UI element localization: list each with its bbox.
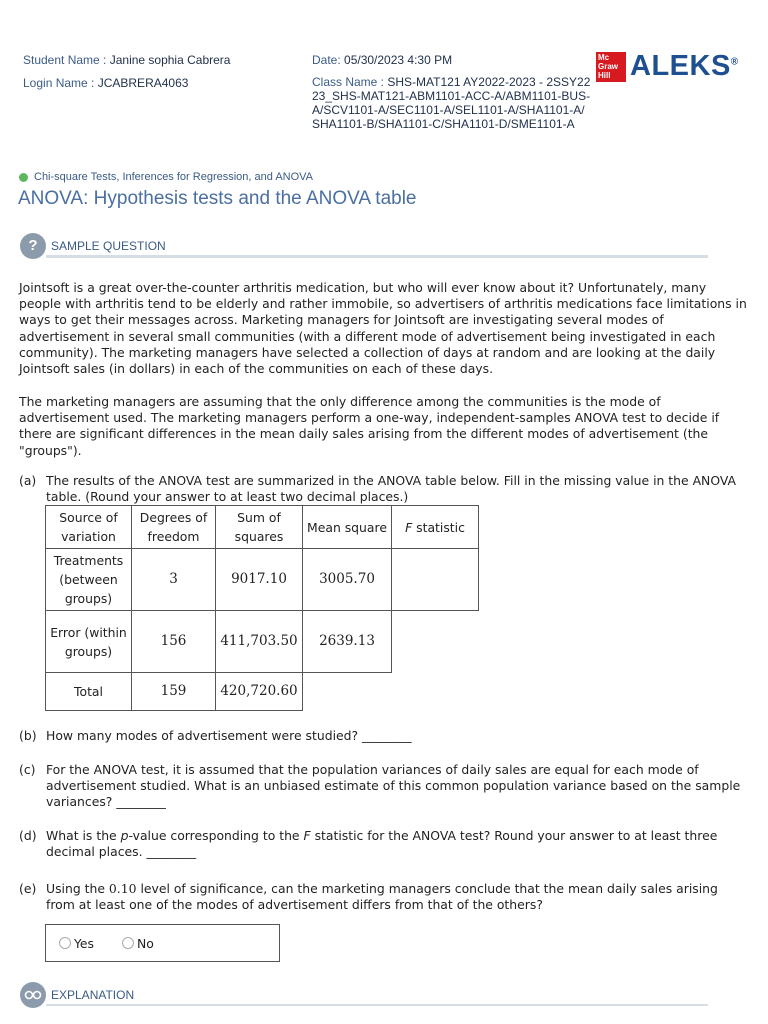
yes-label: Yes (74, 935, 95, 951)
problem-paragraph-2: The marketing managers are assuming that the only difference among the communities is the mode of advertisement used. The marketing managers perform a one-way, independent-samples ANOVA test to decide if there are significant differences in the mean daily sales arising from the different modes of advertisement (the "groups"). (19, 394, 720, 458)
aleks-logo (596, 50, 739, 83)
row-total-df: 159 (132, 673, 216, 711)
section-divider (46, 1004, 708, 1006)
class-name (312, 75, 592, 131)
aleks-wordmark (630, 50, 739, 83)
topic-status-dot-icon (19, 173, 28, 182)
problem-paragraph-1: Jointsoft is a great over-the-counter arthritis medication, but who will ever know about it? Unfortunately, many people with arthritis tend to be elderly and rather immobile, so advertisers of arthritis medications face limitations in ways to get their messages across. Marketing managers for Jointsoft are investigating several modes of advertisement in several small communities (with a different mode of advertisement being investigated in each community). The marketing managers have selected a collection of days at random and are looking at the daily Jointsoft sales (in dollars) in each of the communities on each of these days. (19, 280, 747, 377)
login-name-value: JCABRERA4063 (97, 76, 189, 90)
class-name-label: Class Name : (312, 75, 388, 89)
p-symbol: p (120, 828, 129, 843)
row-total-source: Total (46, 673, 132, 711)
part-e (19, 881, 749, 913)
student-name-value: Janine sophia Cabrera (109, 53, 231, 67)
row-total-ss: 420,720.60 (216, 673, 303, 711)
part-b (19, 728, 749, 744)
header-f (392, 506, 479, 549)
topic-breadcrumb (19, 171, 313, 183)
row-error-ms: 2639.13 (303, 611, 392, 673)
part-d (19, 828, 749, 860)
row-treatments-source: Treatments (between groups) (46, 549, 132, 611)
logo-line-2: Graw (598, 61, 619, 71)
yes-radio[interactable] (59, 937, 71, 949)
header-f-italic: F (405, 519, 413, 535)
topic-text: Chi-square Tests, Inferences for Regression, and ANOVA (34, 171, 314, 183)
f-statistic-answer-cell[interactable] (392, 549, 479, 611)
student-name-label: Student Name : (23, 53, 110, 67)
section-divider (46, 255, 708, 258)
header-ss: Sum of squares (216, 506, 303, 549)
part-b-text: How many modes of advertisement were studied? ________ (46, 728, 412, 743)
date-label: Date: (312, 53, 345, 67)
anova-table (45, 505, 479, 711)
part-d-post: statistic for the ANOVA test? Round your answer to at least three decimal places. ________ (46, 828, 718, 860)
date-value: 05/30/2023 4:30 PM (344, 53, 453, 67)
table-row (46, 611, 479, 673)
registered-mark: ® (730, 56, 739, 68)
part-a-text: The results of the ANOVA test are summarized in the ANOVA table below. Fill in the missing value in the ANOVA table. (Round your answer to at least two decimal places.) (46, 473, 737, 505)
significance-level: 0.10 (108, 881, 137, 896)
sample-question-label: SAMPLE QUESTION (51, 239, 166, 253)
yes-option[interactable] (59, 936, 94, 951)
explanation-label: EXPLANATION (51, 988, 135, 1002)
no-option[interactable] (122, 936, 154, 951)
f-symbol: F (303, 828, 311, 843)
aleks-text: ALEKS (630, 50, 731, 82)
logo-line-1: Mc (598, 52, 610, 62)
glasses-icon (20, 982, 46, 1008)
row-treatments-ms: 3005.70 (303, 549, 392, 611)
login-name (23, 76, 188, 90)
page-title: ANOVA: Hypothesis tests and the ANOVA table (18, 188, 417, 209)
header-f-rest: statistic (412, 519, 465, 535)
row-treatments-df: 3 (132, 549, 216, 611)
table-header-row (46, 506, 479, 549)
empty-cell (392, 673, 479, 711)
part-c-text: For the ANOVA test, it is assumed that the population variances of daily sales are equal for each mode of advertisement studied. What is an unbiased estimate of this common population variance based on the sample variances? ________ (46, 762, 741, 810)
question-mark-icon: ? (20, 233, 46, 259)
no-label: No (137, 935, 154, 951)
student-name (23, 53, 230, 67)
part-c-label: (c) (19, 762, 36, 777)
part-e-text (46, 881, 749, 913)
part-d-pre: What is the (46, 828, 121, 843)
part-a-label: (a) (19, 473, 37, 488)
class-name-value: SHS-MAT121 AY2022-2023 - 2SSY2223_SHS-MAT121-ABM1101-ACC-A/ABM1101-BUS-A/SCV1101-A/SEC1101-A/SEL1101-A/SHA1101-A/SHA1101-B/SHA1101-C/SHA1101-D/SME1101-A (312, 75, 591, 131)
row-error-ss: 411,703.50 (216, 611, 303, 673)
part-d-mid: -value corresponding to the (128, 828, 304, 843)
part-d-label: (d) (19, 828, 37, 843)
no-radio[interactable] (122, 937, 134, 949)
header-df: Degrees of freedom (132, 506, 216, 549)
empty-cell (392, 611, 479, 673)
login-name-label: Login Name : (23, 76, 98, 90)
part-b-label: (b) (19, 728, 37, 743)
date (312, 53, 452, 67)
header-ms: Mean square (303, 506, 392, 549)
header-source: Source of variation (46, 506, 132, 549)
part-c (19, 762, 749, 811)
yes-no-answer-box (45, 924, 280, 962)
empty-cell (303, 673, 392, 711)
row-error-df: 156 (132, 611, 216, 673)
logo-line-3: Hill (598, 70, 611, 80)
part-e-label: (e) (19, 881, 37, 896)
table-row (46, 549, 479, 611)
part-e-pre: Using the (46, 881, 109, 896)
part-e-post: level of significance, can the marketing managers conclude that the mean daily sales arising from at least one of the modes of advertisement differs from that of the others? (46, 881, 718, 913)
row-error-source: Error (within groups) (46, 611, 132, 673)
mcgraw-hill-logo (596, 52, 626, 82)
row-treatments-ss: 9017.10 (216, 549, 303, 611)
table-row (46, 673, 479, 711)
part-d-text (46, 828, 749, 860)
part-a (19, 473, 749, 505)
